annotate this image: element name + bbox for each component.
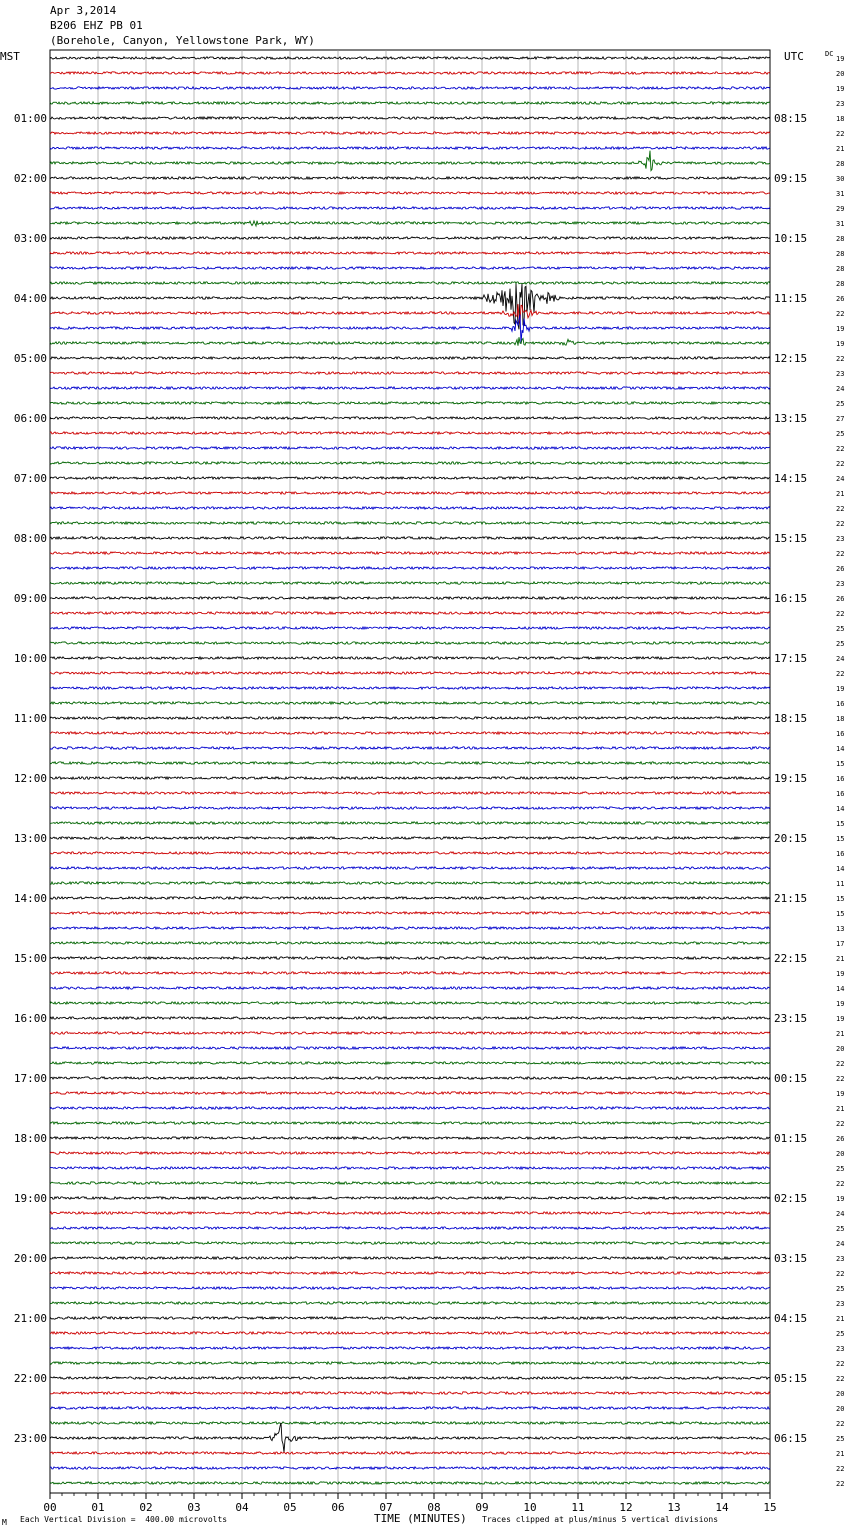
dc-offset-value: 16 [836, 790, 845, 798]
trace-row [50, 1423, 770, 1453]
station-id: B206 EHZ PB 01 [50, 19, 143, 32]
trace-row [50, 1422, 770, 1424]
trace-row [50, 627, 770, 629]
trace-row [50, 492, 770, 494]
dc-offset-value: 29 [836, 205, 845, 213]
utc-tick-label: 21:15 [774, 892, 808, 905]
trace-row [50, 1182, 770, 1184]
mst-tick-label: 06:00 [13, 412, 47, 425]
trace-row [50, 447, 770, 449]
x-tick-label: 14 [715, 1501, 729, 1514]
trace-row [50, 1452, 770, 1454]
trace-row [50, 1347, 770, 1349]
dc-offset-value: 13 [836, 925, 845, 933]
x-tick-label: 03 [187, 1501, 201, 1514]
dc-offset-value: 22 [836, 460, 845, 468]
x-tick-label: 08 [427, 1501, 441, 1514]
dc-offset-value: 26 [836, 595, 845, 603]
mst-tick-label: 14:00 [13, 892, 47, 905]
trace-row [50, 822, 770, 824]
dc-offset-value: 22 [836, 130, 845, 138]
dc-offset-value: 19 [836, 1015, 845, 1023]
utc-tick-label: 10:15 [774, 232, 808, 245]
clip-note: Traces clipped at plus/minus 5 vertical divisions [482, 1515, 719, 1524]
dc-offset-value: 25 [836, 1165, 845, 1173]
dc-offset-value: 24 [836, 1210, 845, 1218]
scale-note: Each Vertical Division = 400.00 microvolts [20, 1515, 228, 1524]
x-tick-label: 15 [763, 1501, 777, 1514]
trace-row [50, 987, 770, 989]
dc-offset-value: 25 [836, 1225, 845, 1233]
trace-row [50, 1167, 770, 1169]
dc-offset-value: 15 [836, 910, 845, 918]
dc-offset-value: 24 [836, 655, 845, 663]
trace-row [50, 1047, 770, 1049]
dc-offset-value: 15 [836, 895, 845, 903]
dc-offset-value: 22 [836, 520, 845, 528]
dc-offset-value: 14 [836, 985, 845, 993]
trace-row [50, 402, 770, 404]
dc-offset-value: 21 [836, 145, 845, 153]
trace-row [50, 267, 770, 269]
x-tick-label: 06 [331, 1501, 345, 1514]
trace-row [50, 507, 770, 509]
dc-offset-value: 22 [836, 670, 845, 678]
dc-offset-value: 14 [836, 805, 845, 813]
trace-row [50, 151, 770, 171]
utc-tick-label: 15:15 [774, 532, 808, 545]
x-tick-label: 00 [43, 1501, 57, 1514]
trace-row [50, 337, 770, 346]
trace-row [50, 1482, 770, 1484]
dc-offset-value: 19 [836, 685, 845, 693]
dc-offset-value: 19 [836, 1090, 845, 1098]
dc-offset-value: 20 [836, 1150, 845, 1158]
mst-tick-label: 02:00 [13, 172, 47, 185]
dc-offset-value: 25 [836, 1285, 845, 1293]
mst-tick-label: 03:00 [13, 232, 47, 245]
dc-offset-value: 22 [836, 1375, 845, 1383]
trace-row [50, 72, 770, 74]
trace-row [50, 1212, 770, 1214]
trace-row [50, 867, 770, 869]
dc-offset-value: 24 [836, 1240, 845, 1248]
dc-offset-value: 22 [836, 310, 845, 318]
trace-row [50, 732, 770, 734]
utc-tick-label: 02:15 [774, 1192, 808, 1205]
dc-offset-value: 21 [836, 1450, 845, 1458]
dc-offset-value: 27 [836, 415, 845, 423]
trace-row [50, 1032, 770, 1034]
x-tick-label: 10 [523, 1501, 537, 1514]
x-tick-label: 13 [667, 1501, 681, 1514]
dc-offset-value: 17 [836, 940, 845, 948]
trace-row [50, 747, 770, 749]
trace-row [50, 567, 770, 569]
trace-row [50, 357, 770, 359]
dc-offset-value: 20 [836, 1405, 845, 1413]
x-tick-label: 11 [571, 1501, 585, 1514]
dc-offset-value: 26 [836, 565, 845, 573]
dc-offset-value: 16 [836, 850, 845, 858]
dc-offset-value: 22 [836, 505, 845, 513]
dc-offset-value: 25 [836, 400, 845, 408]
trace-row [50, 132, 770, 134]
trace-row [50, 972, 770, 974]
mst-tick-label: 04:00 [13, 292, 47, 305]
dc-offset-value: 23 [836, 535, 845, 543]
mst-tick-label: 19:00 [13, 1192, 47, 1205]
trace-row [50, 282, 770, 284]
dc-offset-value: 23 [836, 100, 845, 108]
dc-offset-value: 28 [836, 235, 845, 243]
dc-offset-value: 22 [836, 1480, 845, 1488]
dc-offset-value: 16 [836, 730, 845, 738]
station-location: (Borehole, Canyon, Yellowstone Park, WY) [50, 34, 315, 47]
dc-offset-value: 19 [836, 85, 845, 93]
dc-offset-value: 22 [836, 1420, 845, 1428]
x-tick-label: 04 [235, 1501, 249, 1514]
dc-offset-value: 20 [836, 70, 845, 78]
dc-offset-value: 22 [836, 1360, 845, 1368]
dc-offset-value: 23 [836, 1255, 845, 1263]
utc-tick-label: 12:15 [774, 352, 808, 365]
trace-row [50, 1407, 770, 1409]
mst-tick-label: 18:00 [13, 1132, 47, 1145]
trace-row [50, 432, 770, 434]
trace-row [50, 1107, 770, 1109]
utc-tick-label: 03:15 [774, 1252, 808, 1265]
dc-offset-value: 25 [836, 625, 845, 633]
mst-tick-label: 17:00 [13, 1072, 47, 1085]
trace-row [50, 957, 770, 959]
trace-row [50, 942, 770, 944]
dc-offset-value: 14 [836, 865, 845, 873]
mst-tick-label: 11:00 [13, 712, 47, 725]
dc-offset-value: 18 [836, 115, 845, 123]
mst-tick-label: 05:00 [13, 352, 47, 365]
trace-row [50, 1392, 770, 1394]
utc-tick-label: 00:15 [774, 1072, 808, 1085]
trace-row [50, 1062, 770, 1064]
dc-offset-value: 16 [836, 700, 845, 708]
dc-offset-value: 24 [836, 385, 845, 393]
dc-offset-value: 21 [836, 1315, 845, 1323]
dc-offset-value: 20 [836, 1390, 845, 1398]
dc-offset-value: 18 [836, 715, 845, 723]
trace-row [50, 687, 770, 689]
trace-row [50, 552, 770, 554]
dc-offset-value: 22 [836, 445, 845, 453]
trace-row [50, 304, 770, 323]
utc-tick-label: 14:15 [774, 472, 808, 485]
trace-row [50, 372, 770, 374]
mst-tick-label: 23:00 [13, 1432, 47, 1445]
dc-offset-value: 25 [836, 430, 845, 438]
utc-tick-label: 08:15 [774, 112, 808, 125]
utc-tick-label: 18:15 [774, 712, 808, 725]
trace-row [50, 582, 770, 584]
utc-tick-label: 16:15 [774, 592, 808, 605]
utc-tick-label: 20:15 [774, 832, 808, 845]
trace-row [50, 717, 770, 719]
trace-row [50, 537, 770, 539]
trace-row [50, 387, 770, 389]
dc-offset-value: 15 [836, 760, 845, 768]
utc-axis-label: UTC [784, 50, 804, 63]
trace-row [50, 1377, 770, 1379]
mst-tick-label: 08:00 [13, 532, 47, 545]
trace-row [50, 852, 770, 854]
trace-row [50, 642, 770, 644]
utc-tick-label: 01:15 [774, 1132, 808, 1145]
dc-offset-value: 21 [836, 490, 845, 498]
dc-offset-value: 23 [836, 1300, 845, 1308]
dc-offset-value: 19 [836, 1000, 845, 1008]
trace-row [50, 1257, 770, 1259]
trace-row [50, 1092, 770, 1094]
trace-row [50, 102, 770, 104]
dc-offset-value: 22 [836, 1075, 845, 1083]
dc-offset-value: 24 [836, 475, 845, 483]
mst-tick-label: 15:00 [13, 952, 47, 965]
trace-row [50, 1077, 770, 1079]
plot-frame [50, 50, 770, 1493]
trace-row [50, 477, 770, 479]
trace-row [50, 792, 770, 794]
x-tick-label: 09 [475, 1501, 489, 1514]
dc-offset-value: 23 [836, 580, 845, 588]
mst-tick-label: 10:00 [13, 652, 47, 665]
trace-row [50, 314, 770, 343]
utc-tick-label: 19:15 [774, 772, 808, 785]
dc-offset-value: 22 [836, 550, 845, 558]
trace-row [50, 777, 770, 779]
trace-row [50, 882, 770, 884]
dc-offset-value: 22 [836, 1465, 845, 1473]
utc-tick-label: 09:15 [774, 172, 808, 185]
dc-offset-value: 22 [836, 1060, 845, 1068]
x-tick-label: 01 [91, 1501, 105, 1514]
x-tick-label: 05 [283, 1501, 297, 1514]
trace-row [50, 1287, 770, 1289]
dc-offset-value: 22 [836, 355, 845, 363]
x-tick-label: 12 [619, 1501, 633, 1514]
trace-row [50, 1122, 770, 1124]
trace-row [50, 1272, 770, 1274]
trace-row [50, 1332, 770, 1334]
mst-tick-label: 16:00 [13, 1012, 47, 1025]
dc-offset-value: 25 [836, 1330, 845, 1338]
trace-row [50, 1302, 770, 1304]
dc-offset-value: 21 [836, 1030, 845, 1038]
dc-offset-value: 28 [836, 250, 845, 258]
trace-row [50, 702, 770, 704]
utc-tick-label: 22:15 [774, 952, 808, 965]
dc-offset-value: 31 [836, 220, 845, 228]
trace-row [50, 912, 770, 914]
utc-tick-label: 17:15 [774, 652, 808, 665]
trace-row [50, 147, 770, 149]
mst-tick-label: 22:00 [13, 1372, 47, 1385]
mst-tick-label: 07:00 [13, 472, 47, 485]
corner-mark: M [2, 1518, 7, 1527]
utc-tick-label: 11:15 [774, 292, 808, 305]
trace-row [50, 1137, 770, 1139]
dc-offset-value: 26 [836, 1135, 845, 1143]
trace-row [50, 807, 770, 809]
mst-tick-label: 20:00 [13, 1252, 47, 1265]
trace-row [50, 57, 770, 59]
x-tick-label: 07 [379, 1501, 393, 1514]
dc-offset-value: 20 [836, 1045, 845, 1053]
dc-offset-value: 16 [836, 775, 845, 783]
mst-tick-label: 09:00 [13, 592, 47, 605]
utc-tick-label: 13:15 [774, 412, 808, 425]
dc-offset-value: 11 [836, 880, 845, 888]
dc-offset-value: 19 [836, 340, 845, 348]
trace-row [50, 657, 770, 659]
trace-row [50, 87, 770, 89]
dc-offset-value: 21 [836, 1105, 845, 1113]
trace-row [50, 1002, 770, 1004]
utc-tick-label: 05:15 [774, 1372, 808, 1385]
dc-offset-value: 19 [836, 970, 845, 978]
utc-tick-label: 04:15 [774, 1312, 808, 1325]
dc-offset-value: 15 [836, 835, 845, 843]
trace-row [50, 207, 770, 209]
dc-offset-value: 23 [836, 370, 845, 378]
dc-offset-value: 19 [836, 1195, 845, 1203]
mst-tick-label: 21:00 [13, 1312, 47, 1325]
mst-axis-label: MST [0, 50, 20, 63]
dc-column-label: DC [825, 50, 834, 58]
trace-row [50, 837, 770, 839]
dc-offset-value: 31 [836, 190, 845, 198]
trace-row [50, 237, 770, 239]
dc-offset-value: 28 [836, 280, 845, 288]
trace-row [50, 284, 770, 330]
trace-row [50, 522, 770, 524]
dc-offset-value: 15 [836, 820, 845, 828]
trace-row [50, 462, 770, 464]
trace-row [50, 597, 770, 599]
dc-offset-value: 25 [836, 1435, 845, 1443]
trace-row [50, 417, 770, 419]
dc-offset-value: 22 [836, 610, 845, 618]
trace-row [50, 1317, 770, 1319]
dc-offset-value: 26 [836, 295, 845, 303]
trace-row [50, 1197, 770, 1199]
trace-row [50, 1152, 770, 1154]
dc-offset-value: 22 [836, 1270, 845, 1278]
utc-tick-label: 23:15 [774, 1012, 808, 1025]
trace-row [50, 221, 770, 226]
trace-row [50, 1017, 770, 1019]
trace-row [50, 897, 770, 899]
trace-row [50, 927, 770, 929]
mst-tick-label: 13:00 [13, 832, 47, 845]
trace-row [50, 1227, 770, 1229]
dc-offset-value: 19 [836, 325, 845, 333]
dc-offset-value: 30 [836, 175, 845, 183]
dc-offset-value: 23 [836, 1345, 845, 1353]
trace-row [50, 612, 770, 614]
trace-row [50, 762, 770, 764]
utc-tick-label: 06:15 [774, 1432, 808, 1445]
dc-offset-value: 14 [836, 745, 845, 753]
mst-tick-label: 12:00 [13, 772, 47, 785]
x-axis-title: TIME (MINUTES) [374, 1512, 467, 1525]
mst-tick-label: 01:00 [13, 112, 47, 125]
trace-row [50, 672, 770, 674]
chart-date: Apr 3,2014 [50, 4, 117, 17]
dc-offset-value: 19 [836, 55, 845, 63]
dc-offset-value: 21 [836, 955, 845, 963]
dc-offset-value: 22 [836, 1180, 845, 1188]
dc-offset-value: 28 [836, 265, 845, 273]
trace-row [50, 1242, 770, 1244]
dc-offset-value: 28 [836, 160, 845, 168]
trace-row [50, 117, 770, 119]
trace-row [50, 1362, 770, 1364]
trace-row [50, 1467, 770, 1469]
trace-row [50, 252, 770, 254]
trace-row [50, 177, 770, 179]
trace-row [50, 192, 770, 194]
x-tick-label: 02 [139, 1501, 153, 1514]
dc-offset-value: 22 [836, 1120, 845, 1128]
dc-offset-value: 25 [836, 640, 845, 648]
